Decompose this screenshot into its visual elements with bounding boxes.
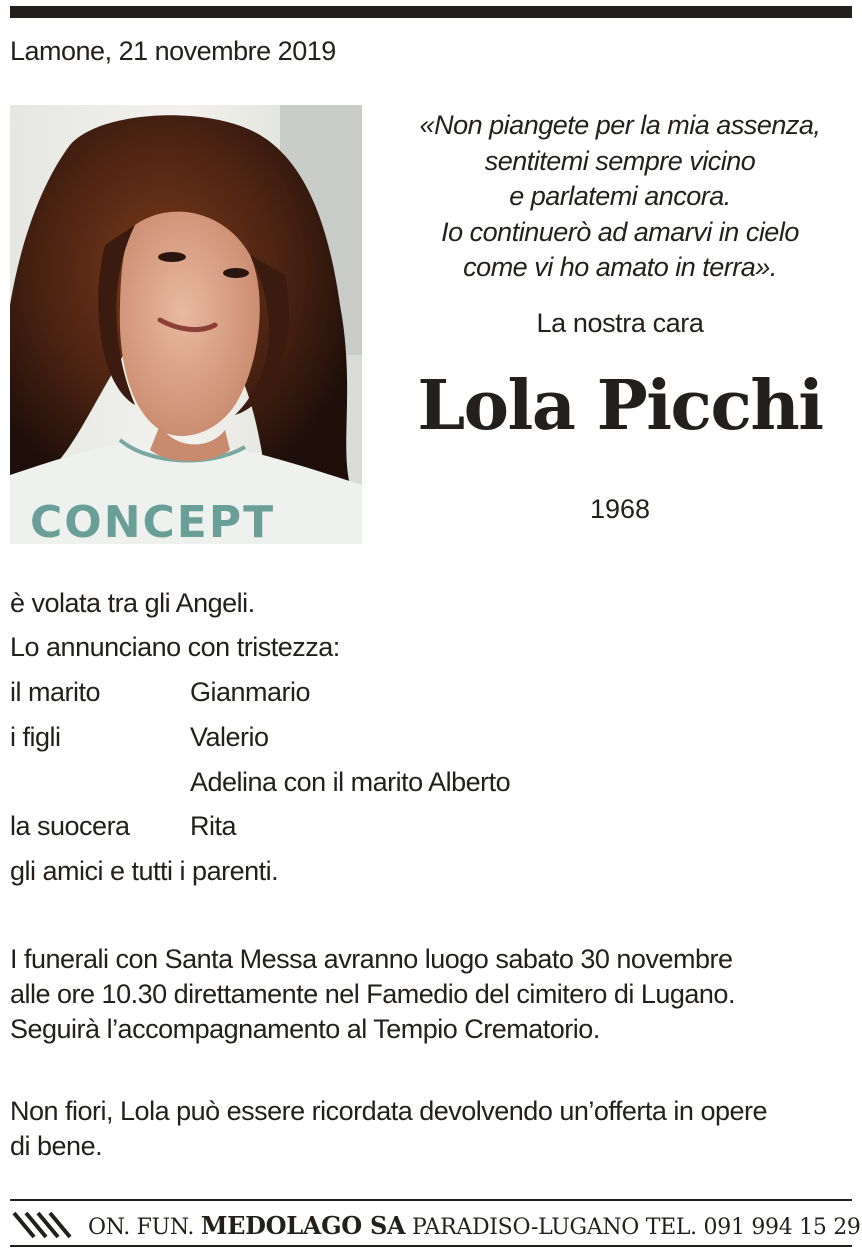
relative-name: Rita xyxy=(190,811,237,841)
quote-line: «Non piangete per la mia assenza, xyxy=(419,110,821,140)
footer-company: MEDOLAGO SA xyxy=(200,1211,406,1240)
flowers-line: di bene. xyxy=(10,1131,103,1161)
relative-label: i figli xyxy=(10,722,61,752)
shirt-print: CONCEPT xyxy=(30,497,276,544)
relative-label: la suocera xyxy=(10,811,130,841)
funeral-home-footer xyxy=(10,1205,861,1243)
portrait-photo xyxy=(10,105,362,544)
intro-text: La nostra cara xyxy=(536,308,704,338)
footer-phone: TEL. 091 994 15 29 xyxy=(645,1215,861,1240)
birth-year: 1968 xyxy=(589,494,651,524)
footer-text xyxy=(88,1211,861,1240)
funeral-notice xyxy=(10,942,850,1047)
footer-prefix: ON. FUN. xyxy=(88,1215,195,1240)
flowers-line: Non fiori, Lola può essere ricordata devolvendo un’offerta in opere xyxy=(10,1096,768,1126)
footer-rule-top xyxy=(10,1199,852,1201)
deceased-name: Lola Picchi xyxy=(417,366,823,446)
announcement-line: Lo annunciano con tristezza: xyxy=(10,632,340,662)
dateline: Lamone, 21 novembre 2019 xyxy=(10,36,336,66)
quote-line: sentitemi sempre vicino xyxy=(484,145,756,176)
epitaph-quote xyxy=(400,108,840,286)
funeral-line: I funerali con Santa Messa avranno luogo sabato 30 novembre xyxy=(10,944,733,974)
quote-line: e parlatemi ancora. xyxy=(509,181,731,211)
funeral-line: alle ore 10.30 direttamente nel Famedio del cimitero di Lugano. xyxy=(10,979,735,1009)
funeral-line: Seguirà l’accompagnamento al Tempio Crematorio. xyxy=(10,1014,600,1044)
top-rule xyxy=(10,6,852,18)
relative-name: Valerio xyxy=(190,722,269,752)
footer-rule-bottom xyxy=(10,1245,852,1247)
relative-name: Adelina con il marito Alberto xyxy=(190,767,511,797)
announcement-line: è volata tra gli Angeli. xyxy=(10,588,255,618)
closing-relatives: gli amici e tutti i parenti. xyxy=(10,856,279,886)
relative-name: Gianmario xyxy=(190,677,311,707)
footer-location: PARADISO-LUGANO xyxy=(412,1215,640,1240)
quote-line: Io continuerò ad amarvi in cielo xyxy=(441,216,799,247)
relative-label: il marito xyxy=(10,677,101,707)
funeral-home-logo-icon xyxy=(12,1209,78,1244)
quote-line: come vi ho amato in terra». xyxy=(463,252,777,282)
flowers-notice xyxy=(10,1094,850,1164)
